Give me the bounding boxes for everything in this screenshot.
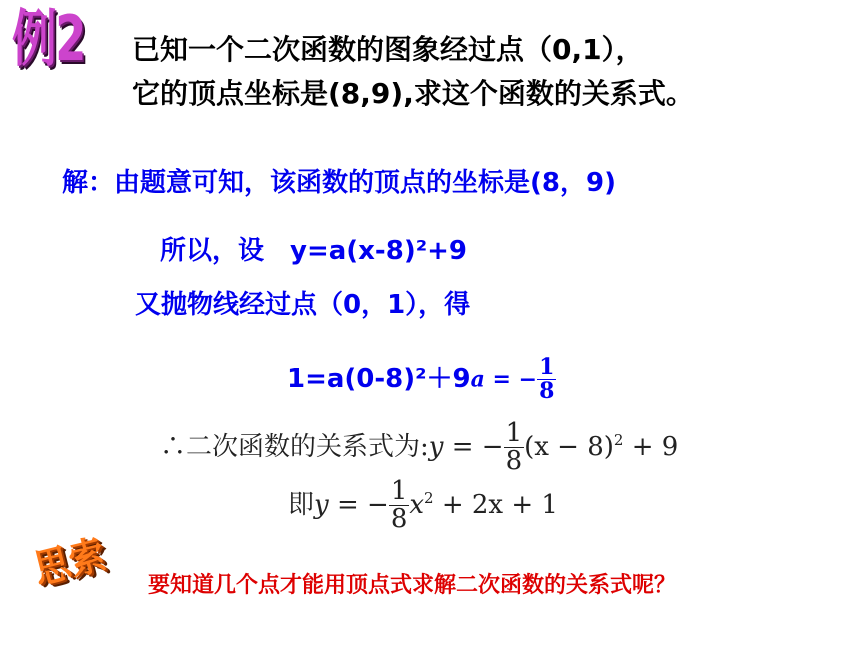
equation-2-fraction — [504, 420, 525, 476]
solution-line-1: 解：由题意可知，该函数的顶点的坐标是(8，9) — [62, 168, 616, 198]
think-question: 要知道几个点才能用顶点式求解二次函数的关系式呢？ — [148, 573, 677, 598]
solution-line-3: 又抛物线经过点（0，1），得 — [135, 290, 471, 320]
equation-2-denominator: 8 — [505, 446, 523, 477]
example-badge: 例2 — [12, 2, 85, 75]
equation-2-numerator: 1 — [505, 418, 523, 448]
equation-1 — [287, 356, 556, 403]
question-line-2: 它的顶点坐标是(8,9),求这个函数的关系式。 — [132, 77, 694, 110]
equation-2-rest: (x − 8) — [524, 431, 614, 462]
think-badge: 思索 — [29, 531, 111, 594]
equation-2-tail: + 9 — [623, 431, 679, 462]
equation-3-prefix: 即 — [288, 489, 315, 520]
equation-1-a: a = − — [470, 366, 538, 393]
equation-3-exponent: 2 — [424, 489, 434, 508]
equation-3-numerator: 1 — [390, 476, 408, 506]
equation-2-y: y = − — [428, 431, 504, 462]
equation-2 — [160, 420, 678, 476]
equation-2-prefix: ∴二次函数的关系式为: — [160, 431, 429, 462]
equation-2-exponent: 2 — [613, 431, 624, 450]
equation-3 — [288, 478, 558, 534]
equation-1-denominator: 8 — [539, 378, 555, 405]
equation-3-tail: + 2x + 1 — [433, 489, 558, 520]
equation-3-denominator: 8 — [390, 504, 408, 535]
equation-3-fraction — [389, 478, 410, 534]
equation-3-y: y = − — [314, 489, 389, 520]
question-line-1: 已知一个二次函数的图象经过点（0,1）， — [132, 33, 644, 66]
solution-line-2: 所以，设 y=a(x-8)²+9 — [160, 236, 467, 266]
equation-1-fraction — [537, 356, 556, 403]
equation-1-numerator: 1 — [539, 354, 555, 380]
equation-1-text: 1=a(0-8)²＋9 — [287, 364, 471, 395]
equation-3-x: x — [409, 489, 425, 520]
